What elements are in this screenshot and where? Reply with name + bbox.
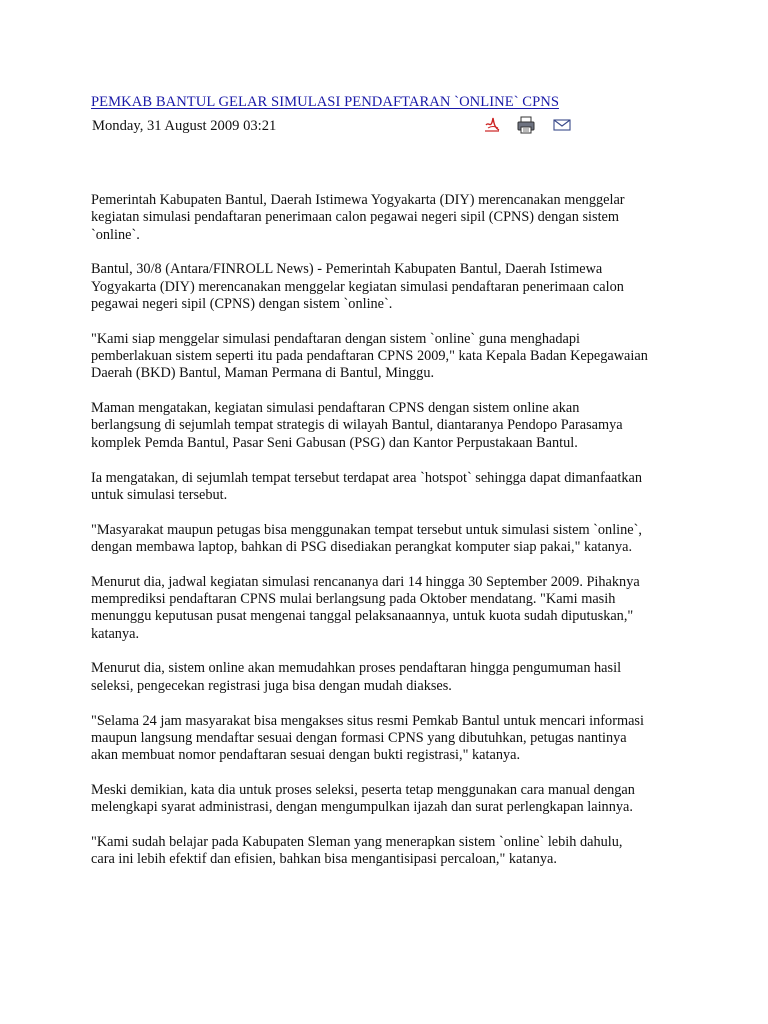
article-paragraph: Bantul, 30/8 (Antara/FINROLL News) - Pemerintah Kabupaten Bantul, Daerah Istimewa Yogyakarta (DIY) merencanakan menggelar kegiatan simulasi pendaftaran penerimaan calon pegawai negeri sipil (CPNS) dengan sistem `online`.: [91, 261, 624, 312]
article-body: [91, 192, 691, 886]
article-date: Monday, 31 August 2009 03:21: [92, 118, 277, 134]
print-icon[interactable]: [516, 115, 536, 135]
article-paragraph: Maman mengatakan, kegiatan simulasi pendaftaran CPNS dengan sistem online akan berlangsung di sejumlah tempat strategis di wilayah Bantul, diantaranya Pendopo Parasamya komplek Pemda Bantul, Pasar Seni Gabusan (PSG) dan Kantor Perpustakaan Bantul.: [91, 400, 623, 451]
article-paragraph: Pemerintah Kabupaten Bantul, Daerah Istimewa Yogyakarta (DIY) merencanakan menggelar kegiatan simulasi pendaftaran penerimaan calon pegawai negeri sipil (CPNS) dengan sistem `online`.: [91, 192, 625, 243]
pdf-icon[interactable]: [482, 115, 502, 135]
article-paragraph: Ia mengatakan, di sejumlah tempat tersebut terdapat area `hotspot` sehingga dapat dimanfaatkan untuk simulasi tersebut.: [91, 469, 643, 503]
article-paragraph: "Kami sudah belajar pada Kabupaten Sleman yang menerapkan sistem `online` lebih dahulu, cara ini lebih efektif dan efisien, bahkan bisa mengantisipasi percaloan," katanya.: [91, 834, 623, 868]
article-paragraph: Meski demikian, kata dia untuk proses seleksi, peserta tetap menggunakan cara manual dengan melengkapi syarat administrasi, dengan mengumpulkan ijazah dan surat perlengkapan lainnya.: [91, 781, 635, 816]
article-paragraph: "Masyarakat maupun petugas bisa menggunakan tempat tersebut untuk simulasi sistem `online`, dengan membawa laptop, bahkan di PSG disediakan perangkat komputer siap pakai," katanya.: [91, 521, 642, 555]
article-title-link[interactable]: PEMKAB BANTUL GELAR SIMULASI PENDAFTARAN `ONLINE` CPNS: [91, 94, 560, 110]
article-paragraph: "Kami siap menggelar simulasi pendaftaran dengan sistem `online` guna menghadapi pemberlakuan sistem seperti itu pada pendaftaran CPNS 2009," kata Kepala Badan Kepegawaian Daerah (BKD) Bantul, Maman Permana di Bantul, Minggu.: [91, 330, 648, 382]
article-paragraph: Menurut dia, jadwal kegiatan simulasi rencananya dari 14 hingga 30 September 2009. Pihaknya memprediksi pendaftaran CPNS mulai berlangsung pada Oktober mendatang. "Kami masih menunggu keputusan pusat mengenai tanggal pelaksanaannya, untuk kuota sudah diputuskan," katanya.: [91, 573, 640, 642]
article-paragraph: Menurut dia, sistem online akan memudahkan proses pendaftaran hingga pengumuman hasil seleksi, pengecekan registrasi juga bisa dengan mudah diakses.: [91, 660, 622, 694]
article-paragraph: "Selama 24 jam masyarakat bisa mengakses situs resmi Pemkab Bantul untuk mencari informasi maupun langsung mendaftar sesuai dengan formasi CPNS yang dibutuhkan, petugas nantinya akan membuat nomor pendaftaran sesuai dengan bukti registrasi," katanya.: [91, 712, 644, 764]
email-icon[interactable]: [552, 115, 572, 135]
